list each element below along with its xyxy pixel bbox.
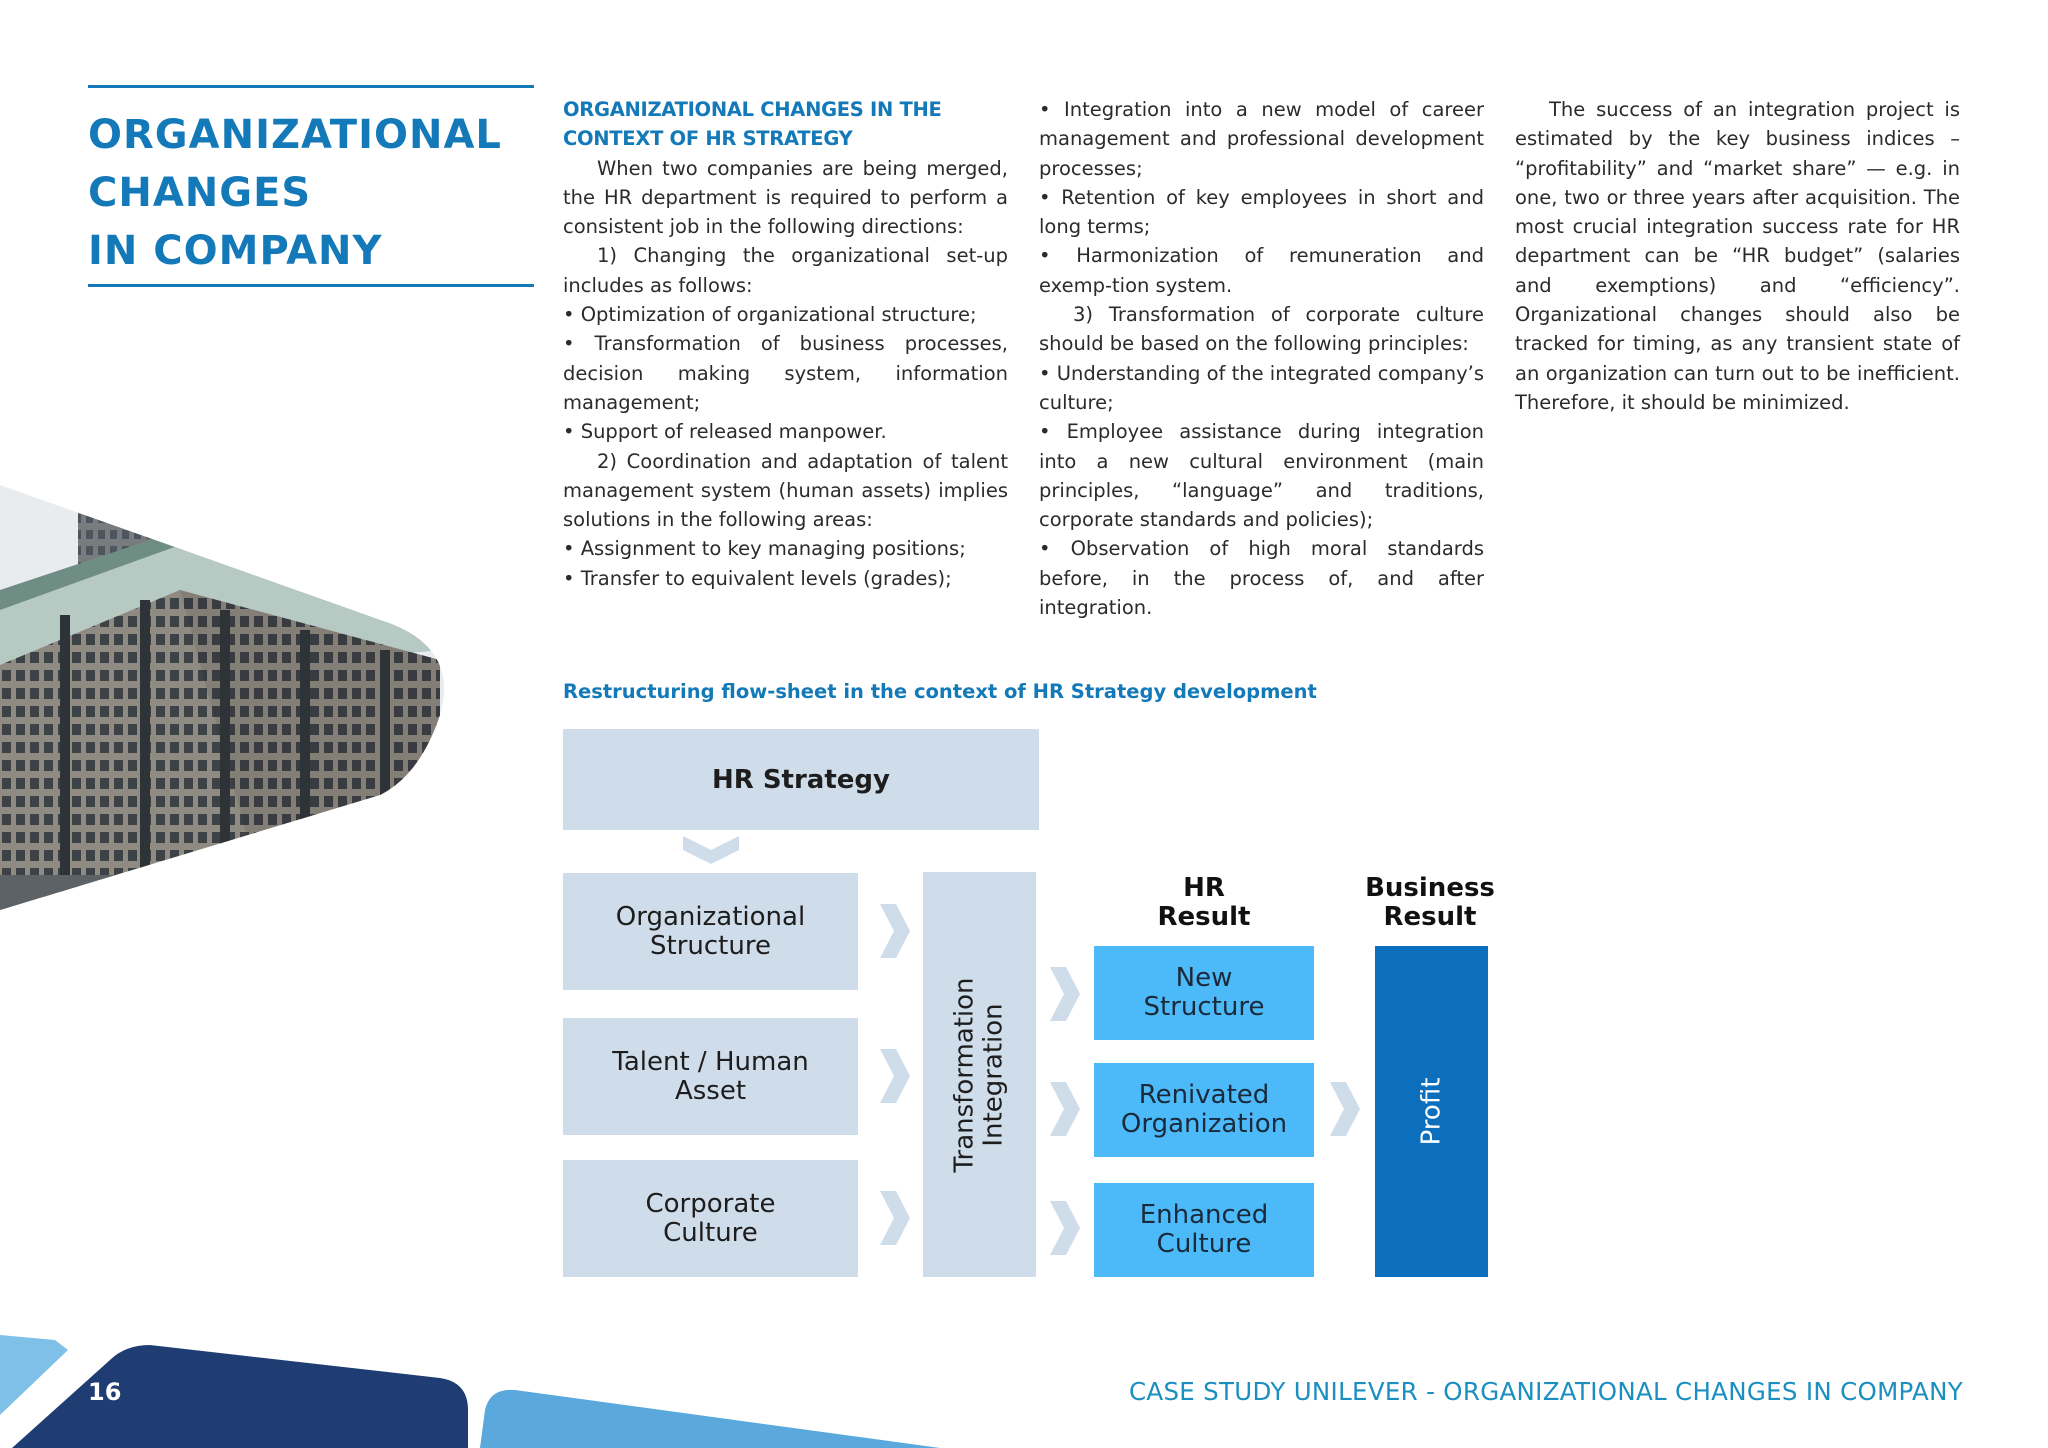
page-number: 16 xyxy=(88,1378,122,1406)
bullet-item: • Harmonization of remuneration and exemp-tion system. xyxy=(1039,244,1484,297)
bullet-item: • Employee assistance during integration into a new cultural environment (main principles, “language” and traditions, corporate standards and policies); xyxy=(1039,420,1484,532)
page-title-line: CHANGES xyxy=(88,170,312,216)
transformation-integration-box xyxy=(923,872,1036,1277)
bullet-item: • Transfer to equivalent levels (grades); xyxy=(563,566,952,590)
paragraph: When two companies are being merged, the HR department is required to perform a consistent job in the following directions: xyxy=(563,156,1008,239)
input-box-talent-human-asset xyxy=(563,1018,858,1135)
chevron-right-icon xyxy=(880,904,910,958)
bullet-item: • Understanding of the integrated company’s culture; xyxy=(1039,361,1484,414)
hr-result-label: New Structure xyxy=(1143,963,1265,1022)
input-label: Organizational Structure xyxy=(615,901,806,961)
page-title-line: ORGANIZATIONAL xyxy=(88,112,502,158)
hr-strategy-box xyxy=(563,729,1039,830)
paragraph: 3) Transformation of corporate culture should be based on the following principles: xyxy=(1039,303,1484,356)
bullet-item: • Integration into a new model of career management and professional development processes; xyxy=(1039,98,1484,180)
text-column-2 xyxy=(1039,95,1484,622)
bullet-item: • Optimization of organizational structure; xyxy=(563,303,977,327)
paragraph: 2) Coordination and adaptation of talent management system (human assets) implies solutions in the following areas: xyxy=(563,449,1008,532)
input-box-corporate-culture xyxy=(563,1160,858,1277)
hr-result-label: Renivated Organization xyxy=(1120,1080,1288,1139)
hr-result-heading: HR Result xyxy=(1157,873,1251,932)
bullet-item: • Support of released manpower. xyxy=(563,420,887,444)
business-result-heading: Business Result xyxy=(1365,873,1495,932)
chevron-right-icon xyxy=(1050,1082,1080,1136)
profit-label: Profit xyxy=(1415,1077,1446,1146)
footer-caption: CASE STUDY UNILEVER - ORGANIZATIONAL CHANGES IN COMPANY xyxy=(1128,1377,1963,1406)
input-label: Talent / Human Asset xyxy=(612,1046,809,1106)
text-column-3 xyxy=(1515,95,1960,417)
bullet-item: • Retention of key employees in short and long terms; xyxy=(1039,185,1484,239)
hr-result-box-enhanced-culture xyxy=(1094,1183,1314,1277)
chevron-right-icon xyxy=(880,1191,910,1245)
bullet-item: • Observation of high moral standards before, in the process of, and after integration. xyxy=(1039,537,1484,620)
text-column-1 xyxy=(563,95,1008,593)
footer-decoration xyxy=(0,1300,1000,1448)
bullet-item: • Assignment to key managing positions; xyxy=(563,537,966,561)
building-photo xyxy=(0,415,460,910)
bullet-item: • Transformation of business processes, decision making system, information management; xyxy=(563,332,1008,414)
chevron-right-icon xyxy=(880,1049,910,1103)
chevron-right-icon xyxy=(1330,1082,1360,1136)
hr-result-label: Enhanced Culture xyxy=(1139,1200,1269,1259)
paragraph: The success of an integration project is estimated by the key business indices – “profitability” and “market share” — e.g. in one, two or three years after acquisition. The most crucial integration success rate for HR department can be “HR budget” (salaries and exemptions) and “efficiency”. Organizational changes should also be tracked for timing, as any transient state of an organization can turn out to be inefficient. Therefore, it should be minimized. xyxy=(1515,98,1960,414)
section-heading: ORGANIZATIONAL CHANGES IN THE CONTEXT OF HR STRATEGY xyxy=(563,98,942,151)
page-title-line: IN COMPANY xyxy=(88,228,383,274)
hr-result-box-renivated-organization xyxy=(1094,1063,1314,1157)
input-label: Corporate Culture xyxy=(645,1188,776,1248)
profit-box xyxy=(1375,946,1488,1277)
input-box-organizational-structure xyxy=(563,873,858,990)
hr-strategy-label: HR Strategy xyxy=(712,764,890,795)
hr-result-box-new-structure xyxy=(1094,946,1314,1040)
chevron-down-icon xyxy=(683,836,739,866)
transformation-integration-label: Transformation Integration xyxy=(949,976,1009,1173)
chevron-right-icon xyxy=(1050,967,1080,1021)
paragraph: 1) Changing the organizational set-up includes as follows: xyxy=(563,244,1008,297)
diagram-title: Restructuring flow-sheet in the context of HR Strategy development xyxy=(563,680,1317,703)
chevron-right-icon xyxy=(1050,1201,1080,1255)
page-title xyxy=(88,85,534,287)
